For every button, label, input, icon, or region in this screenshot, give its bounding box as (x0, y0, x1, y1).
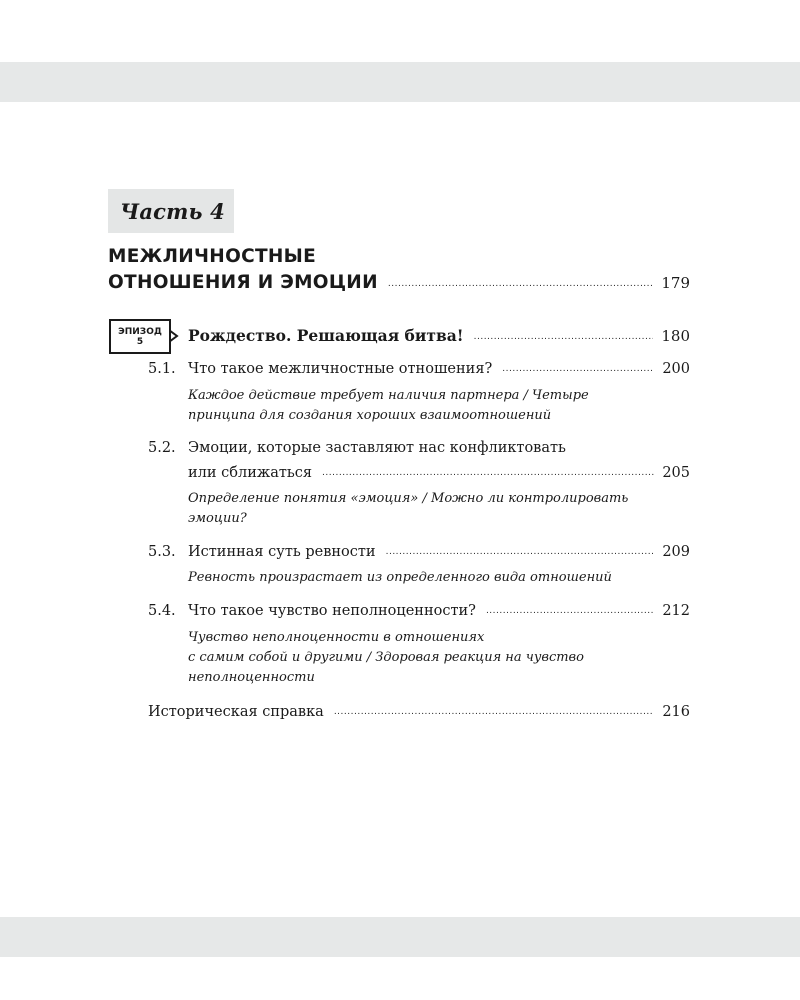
description-line: Ревность произрастает из определенного вида отношений (188, 570, 612, 585)
description-line: Чувство неполноценности в отношениях (188, 630, 485, 645)
top-band (0, 62, 800, 102)
section-description (188, 386, 589, 426)
part-heading-box (108, 189, 234, 233)
episode-title: Рождество. Решающая битва! (188, 326, 464, 345)
page-number: 205 (662, 465, 690, 481)
description-line: принципа для создания хороших взаимоотношений (188, 408, 552, 423)
section-number: 5.1. (148, 361, 176, 377)
dot-leader (322, 469, 654, 478)
episode-toc-row[interactable] (188, 326, 690, 345)
part-label: Часть 4 (120, 198, 225, 224)
bottom-band (0, 917, 800, 957)
page-number: 216 (662, 704, 690, 720)
page-number: 179 (661, 274, 690, 292)
page-number: 212 (662, 603, 690, 619)
section-toc-row[interactable] (188, 544, 690, 560)
section-description (188, 628, 584, 688)
section-toc-row[interactable] (188, 465, 690, 481)
dot-leader (388, 280, 653, 289)
section-description (188, 489, 628, 529)
page-number: 200 (662, 361, 690, 377)
section-title-line[interactable]: Эмоции, которые заставляют нас конфликтовать (188, 440, 566, 456)
section-number: 5.4. (148, 603, 176, 619)
title-toc-row[interactable] (108, 272, 690, 293)
reference-title: Историческая справка (148, 704, 324, 720)
episode-badge (109, 319, 171, 354)
section-title: Что такое межличностные отношения? (188, 361, 493, 377)
description-line: эмоции? (188, 511, 247, 526)
section-number: 5.2. (148, 440, 176, 456)
episode-badge-word: ЭПИЗОД (118, 326, 162, 337)
dot-leader (386, 548, 654, 557)
description-line: Определение понятия «эмоция» / Можно ли контролировать (188, 491, 629, 506)
description-line: Каждое действие требует наличия партнера / Четыре (188, 388, 589, 403)
page-number: 209 (662, 544, 690, 560)
section-title: Истинная суть ревности (188, 544, 376, 560)
page-number: 180 (661, 327, 690, 345)
section-title: Что такое чувство неполноценности? (188, 603, 476, 619)
section-toc-row[interactable] (188, 603, 690, 619)
episode-badge-number: 5 (136, 336, 144, 347)
arrow-pointer-icon (169, 326, 187, 346)
title-line-2: ОТНОШЕНИЯ И ЭМОЦИИ (108, 272, 378, 293)
section-toc-row[interactable] (188, 361, 690, 377)
reference-toc-row[interactable] (148, 704, 690, 720)
dot-leader (474, 333, 654, 342)
dot-leader (334, 708, 654, 717)
section-title-continued: или сближаться (188, 465, 313, 481)
dot-leader (502, 365, 654, 374)
section-description (188, 568, 612, 588)
dot-leader (486, 607, 654, 616)
description-line: неполноценности (188, 670, 315, 685)
description-line: с самим собой и другими / Здоровая реакция на чувство (188, 650, 584, 665)
section-number: 5.3. (148, 544, 176, 560)
title-line-1: МЕЖЛИЧНОСТНЫЕ (108, 246, 317, 267)
